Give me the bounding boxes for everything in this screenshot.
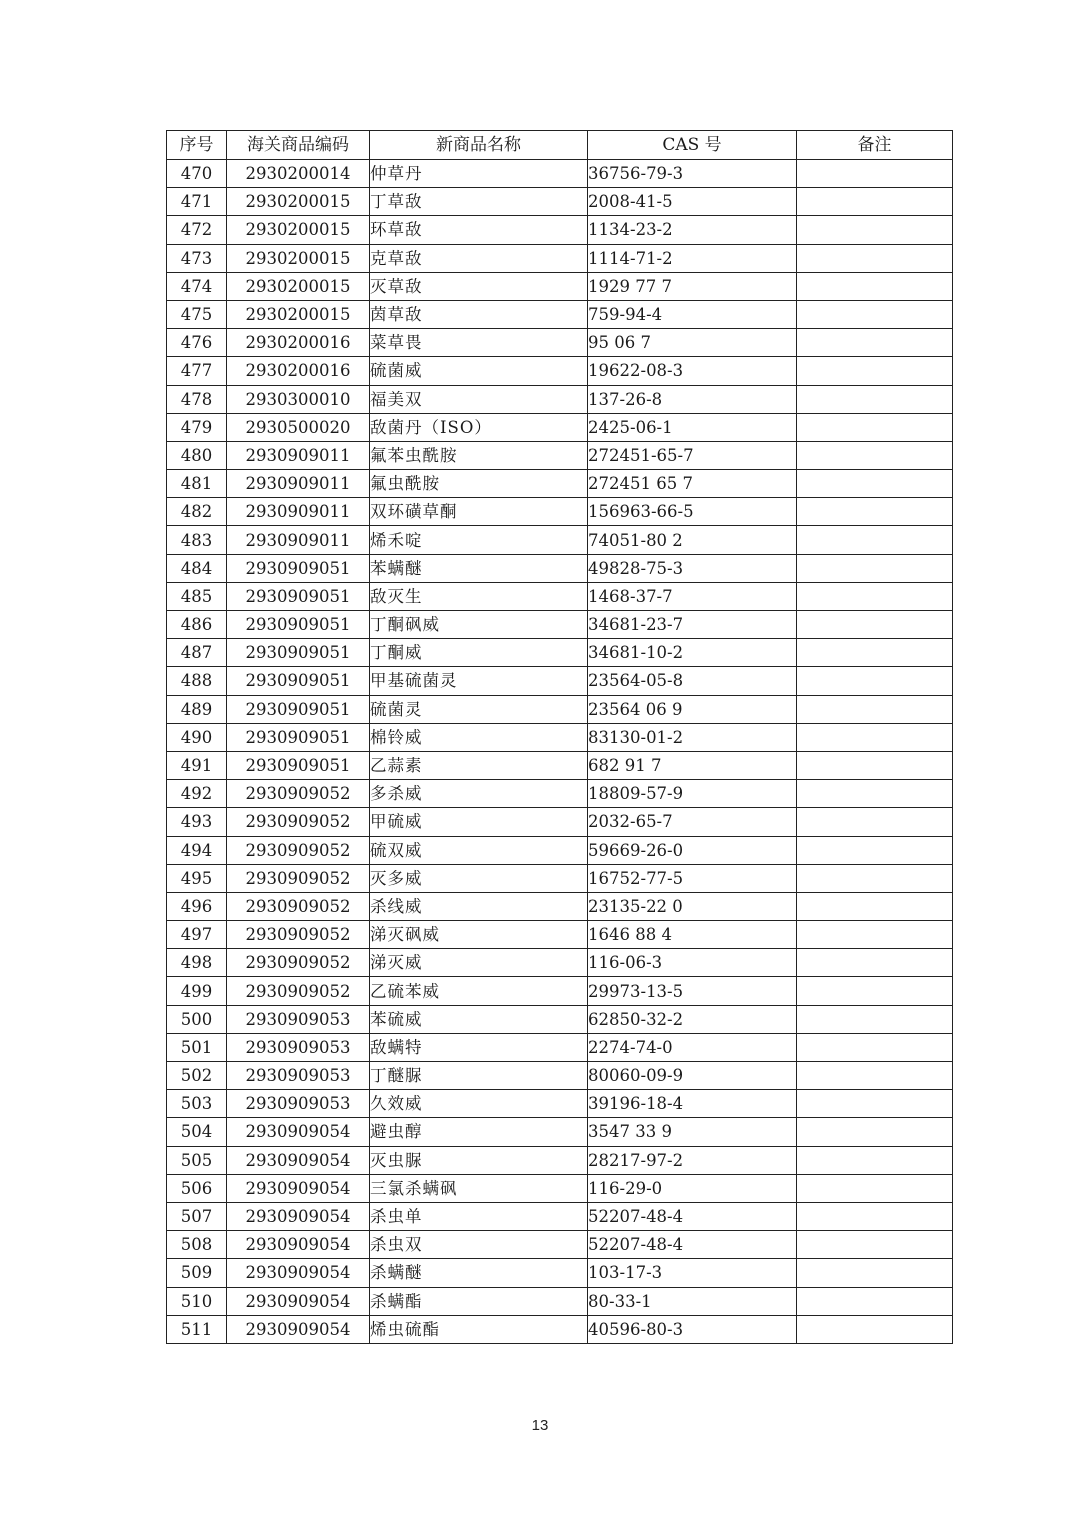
cell-customs-code: 2930909054 (227, 1146, 370, 1174)
table-row (167, 441, 953, 469)
cell-customs-code: 2930200016 (227, 357, 370, 385)
cell-serial-number: 498 (167, 949, 227, 977)
table-row (167, 300, 953, 328)
cell-serial-number: 510 (167, 1287, 227, 1315)
cell-cas-number: 28217-97-2 (588, 1146, 797, 1174)
cell-customs-code: 2930909054 (227, 1287, 370, 1315)
cell-serial-number: 504 (167, 1118, 227, 1146)
cell-product-name: 杀虫双 (370, 1231, 588, 1259)
cell-customs-code: 2930909011 (227, 470, 370, 498)
cell-customs-code: 2930909054 (227, 1174, 370, 1202)
table-row (167, 695, 953, 723)
cell-serial-number: 484 (167, 554, 227, 582)
cell-customs-code: 2930200015 (227, 188, 370, 216)
cell-cas-number: 52207-48-4 (588, 1231, 797, 1259)
cell-remarks (797, 582, 953, 610)
cell-remarks (797, 667, 953, 695)
cell-serial-number: 476 (167, 329, 227, 357)
table-row (167, 977, 953, 1005)
cell-product-name: 多杀威 (370, 780, 588, 808)
table-row (167, 160, 953, 188)
table-row (167, 1005, 953, 1033)
cell-remarks (797, 1287, 953, 1315)
cell-cas-number: 1929 77 7 (588, 272, 797, 300)
cell-product-name: 丁酮威 (370, 639, 588, 667)
cell-remarks (797, 244, 953, 272)
cell-remarks (797, 949, 953, 977)
cell-customs-code: 2930300010 (227, 385, 370, 413)
cell-customs-code: 2930200015 (227, 244, 370, 272)
cell-serial-number: 491 (167, 751, 227, 779)
cell-serial-number: 470 (167, 160, 227, 188)
cell-customs-code: 2930200014 (227, 160, 370, 188)
cell-serial-number: 487 (167, 639, 227, 667)
cell-product-name: 克草敌 (370, 244, 588, 272)
cell-serial-number: 474 (167, 272, 227, 300)
table-row (167, 329, 953, 357)
cell-customs-code: 2930909052 (227, 949, 370, 977)
cell-product-name: 硫菌威 (370, 357, 588, 385)
cell-remarks (797, 498, 953, 526)
table-row (167, 1033, 953, 1061)
cell-remarks (797, 611, 953, 639)
header-customs-code: 海关商品编码 (227, 131, 370, 160)
cell-serial-number: 473 (167, 244, 227, 272)
cell-serial-number: 479 (167, 413, 227, 441)
cell-cas-number: 49828-75-3 (588, 554, 797, 582)
cell-remarks (797, 1202, 953, 1230)
cell-customs-code: 2930909011 (227, 526, 370, 554)
table-row (167, 244, 953, 272)
cell-product-name: 氟虫酰胺 (370, 470, 588, 498)
table-row (167, 216, 953, 244)
cell-cas-number: 16752-77-5 (588, 864, 797, 892)
cell-product-name: 乙硫苯威 (370, 977, 588, 1005)
cell-serial-number: 488 (167, 667, 227, 695)
table-row (167, 667, 953, 695)
cell-remarks (797, 413, 953, 441)
cell-remarks (797, 780, 953, 808)
cell-product-name: 灭草敌 (370, 272, 588, 300)
cell-remarks (797, 216, 953, 244)
cell-serial-number: 505 (167, 1146, 227, 1174)
header-cas-number: CAS 号 (588, 131, 797, 160)
table-row (167, 385, 953, 413)
cell-remarks (797, 1090, 953, 1118)
cell-remarks (797, 695, 953, 723)
table-row (167, 780, 953, 808)
cell-customs-code: 2930909054 (227, 1259, 370, 1287)
cell-customs-code: 2930909051 (227, 639, 370, 667)
cell-serial-number: 500 (167, 1005, 227, 1033)
cell-remarks (797, 357, 953, 385)
cell-remarks (797, 329, 953, 357)
cell-customs-code: 2930500020 (227, 413, 370, 441)
table-row (167, 1062, 953, 1090)
table-row (167, 1202, 953, 1230)
cell-cas-number: 1646 88 4 (588, 921, 797, 949)
cell-remarks (797, 160, 953, 188)
table-row (167, 413, 953, 441)
cell-product-name: 杀螨醚 (370, 1259, 588, 1287)
cell-serial-number: 509 (167, 1259, 227, 1287)
cell-remarks (797, 188, 953, 216)
cell-remarks (797, 639, 953, 667)
header-row (167, 131, 953, 160)
cell-customs-code: 2930909051 (227, 611, 370, 639)
cell-serial-number: 496 (167, 892, 227, 920)
cell-cas-number: 80-33-1 (588, 1287, 797, 1315)
cell-serial-number: 495 (167, 864, 227, 892)
cell-product-name: 苯硫威 (370, 1005, 588, 1033)
cell-product-name: 灭虫脲 (370, 1146, 588, 1174)
cell-cas-number: 59669-26-0 (588, 836, 797, 864)
cell-customs-code: 2930909052 (227, 977, 370, 1005)
cell-serial-number: 506 (167, 1174, 227, 1202)
cell-product-name: 涕灭砜威 (370, 921, 588, 949)
table-row (167, 1174, 953, 1202)
table-row (167, 1231, 953, 1259)
cell-serial-number: 493 (167, 808, 227, 836)
cell-product-name: 丁酮砜威 (370, 611, 588, 639)
cell-customs-code: 2930909051 (227, 554, 370, 582)
table-row (167, 808, 953, 836)
cell-serial-number: 502 (167, 1062, 227, 1090)
cell-cas-number: 74051-80 2 (588, 526, 797, 554)
header-remarks: 备注 (797, 131, 953, 160)
cell-customs-code: 2930909011 (227, 498, 370, 526)
cell-product-name: 菜草畏 (370, 329, 588, 357)
cell-cas-number: 272451 65 7 (588, 470, 797, 498)
cell-remarks (797, 300, 953, 328)
cell-product-name: 灭多威 (370, 864, 588, 892)
cell-remarks (797, 892, 953, 920)
cell-serial-number: 471 (167, 188, 227, 216)
table-row (167, 357, 953, 385)
cell-customs-code: 2930909054 (227, 1118, 370, 1146)
cell-product-name: 硫菌灵 (370, 695, 588, 723)
cell-customs-code: 2930200016 (227, 329, 370, 357)
cell-cas-number: 23564 06 9 (588, 695, 797, 723)
cell-remarks (797, 921, 953, 949)
cell-cas-number: 95 06 7 (588, 329, 797, 357)
table-row (167, 526, 953, 554)
cell-remarks (797, 470, 953, 498)
cell-customs-code: 2930909051 (227, 695, 370, 723)
table-row (167, 498, 953, 526)
cell-customs-code: 2930909053 (227, 1062, 370, 1090)
cell-serial-number: 507 (167, 1202, 227, 1230)
table-header (167, 131, 953, 160)
cell-product-name: 茵草敌 (370, 300, 588, 328)
cell-product-name: 敌螨特 (370, 1033, 588, 1061)
table-body (167, 160, 953, 1344)
cell-customs-code: 2930200015 (227, 300, 370, 328)
cell-serial-number: 486 (167, 611, 227, 639)
cell-remarks (797, 1118, 953, 1146)
cell-product-name: 氟苯虫酰胺 (370, 441, 588, 469)
cell-remarks (797, 1231, 953, 1259)
cell-serial-number: 475 (167, 300, 227, 328)
cell-cas-number: 156963-66-5 (588, 498, 797, 526)
cell-serial-number: 485 (167, 582, 227, 610)
cell-customs-code: 2930909054 (227, 1231, 370, 1259)
cell-remarks (797, 554, 953, 582)
table-row (167, 1287, 953, 1315)
table-row (167, 611, 953, 639)
table-row (167, 639, 953, 667)
cell-customs-code: 2930909051 (227, 667, 370, 695)
table-row (167, 751, 953, 779)
cell-customs-code: 2930909051 (227, 723, 370, 751)
cell-cas-number: 1114-71-2 (588, 244, 797, 272)
table-row (167, 892, 953, 920)
cell-serial-number: 497 (167, 921, 227, 949)
cell-cas-number: 39196-18-4 (588, 1090, 797, 1118)
cell-remarks (797, 864, 953, 892)
table-row (167, 1118, 953, 1146)
cell-serial-number: 490 (167, 723, 227, 751)
cell-product-name: 双环磺草酮 (370, 498, 588, 526)
cell-cas-number: 34681-10-2 (588, 639, 797, 667)
cell-cas-number: 19622-08-3 (588, 357, 797, 385)
cell-product-name: 杀螨酯 (370, 1287, 588, 1315)
cell-cas-number: 2274-74-0 (588, 1033, 797, 1061)
cell-remarks (797, 1315, 953, 1343)
cell-remarks (797, 441, 953, 469)
cell-product-name: 丁草敌 (370, 188, 588, 216)
cell-customs-code: 2930909052 (227, 921, 370, 949)
cell-product-name: 久效威 (370, 1090, 588, 1118)
cell-cas-number: 18809-57-9 (588, 780, 797, 808)
product-catalog-table (166, 130, 953, 1344)
cell-customs-code: 2930200015 (227, 272, 370, 300)
cell-serial-number: 477 (167, 357, 227, 385)
table-row (167, 582, 953, 610)
cell-serial-number: 499 (167, 977, 227, 1005)
cell-cas-number: 2425-06-1 (588, 413, 797, 441)
cell-remarks (797, 1033, 953, 1061)
table-row (167, 188, 953, 216)
cell-remarks (797, 272, 953, 300)
cell-customs-code: 2930909053 (227, 1090, 370, 1118)
cell-cas-number: 29973-13-5 (588, 977, 797, 1005)
table-row (167, 836, 953, 864)
cell-serial-number: 503 (167, 1090, 227, 1118)
cell-cas-number: 759-94-4 (588, 300, 797, 328)
cell-remarks (797, 1174, 953, 1202)
cell-product-name: 丁醚脲 (370, 1062, 588, 1090)
cell-product-name: 乙蒜素 (370, 751, 588, 779)
cell-cas-number: 23564-05-8 (588, 667, 797, 695)
page-number: 13 (531, 1417, 549, 1434)
cell-cas-number: 116-06-3 (588, 949, 797, 977)
table-row (167, 723, 953, 751)
cell-customs-code: 2930909054 (227, 1315, 370, 1343)
cell-product-name: 棉铃威 (370, 723, 588, 751)
cell-customs-code: 2930909052 (227, 836, 370, 864)
cell-serial-number: 511 (167, 1315, 227, 1343)
header-product-name: 新商品名称 (370, 131, 588, 160)
cell-cas-number: 36756-79-3 (588, 160, 797, 188)
cell-product-name: 甲硫威 (370, 808, 588, 836)
cell-cas-number: 62850-32-2 (588, 1005, 797, 1033)
cell-remarks (797, 977, 953, 1005)
table-row (167, 1090, 953, 1118)
cell-product-name: 杀线威 (370, 892, 588, 920)
cell-customs-code: 2930909053 (227, 1033, 370, 1061)
table-row (167, 921, 953, 949)
cell-customs-code: 2930909052 (227, 864, 370, 892)
table-row (167, 554, 953, 582)
cell-serial-number: 480 (167, 441, 227, 469)
cell-customs-code: 2930909051 (227, 751, 370, 779)
cell-product-name: 敌灭生 (370, 582, 588, 610)
cell-product-name: 苯螨醚 (370, 554, 588, 582)
cell-cas-number: 80060-09-9 (588, 1062, 797, 1090)
cell-serial-number: 501 (167, 1033, 227, 1061)
cell-customs-code: 2930909054 (227, 1202, 370, 1230)
cell-cas-number: 272451-65-7 (588, 441, 797, 469)
cell-cas-number: 3547 33 9 (588, 1118, 797, 1146)
cell-serial-number: 481 (167, 470, 227, 498)
cell-product-name: 烯虫硫酯 (370, 1315, 588, 1343)
cell-cas-number: 103-17-3 (588, 1259, 797, 1287)
table-row (167, 470, 953, 498)
cell-remarks (797, 1005, 953, 1033)
cell-product-name: 敌菌丹（ISO） (370, 413, 588, 441)
cell-serial-number: 494 (167, 836, 227, 864)
cell-customs-code: 2930909051 (227, 582, 370, 610)
cell-product-name: 三氯杀螨砜 (370, 1174, 588, 1202)
cell-serial-number: 492 (167, 780, 227, 808)
cell-product-name: 避虫醇 (370, 1118, 588, 1146)
cell-product-name: 硫双威 (370, 836, 588, 864)
table-row (167, 1146, 953, 1174)
table-row (167, 864, 953, 892)
cell-product-name: 杀虫单 (370, 1202, 588, 1230)
cell-product-name: 仲草丹 (370, 160, 588, 188)
cell-serial-number: 472 (167, 216, 227, 244)
cell-cas-number: 116-29-0 (588, 1174, 797, 1202)
cell-product-name: 环草敌 (370, 216, 588, 244)
cell-customs-code: 2930200015 (227, 216, 370, 244)
cell-customs-code: 2930909011 (227, 441, 370, 469)
cell-customs-code: 2930909052 (227, 892, 370, 920)
cell-remarks (797, 385, 953, 413)
cell-cas-number: 83130-01-2 (588, 723, 797, 751)
cell-cas-number: 137-26-8 (588, 385, 797, 413)
cell-customs-code: 2930909053 (227, 1005, 370, 1033)
cell-cas-number: 23135-22 0 (588, 892, 797, 920)
cell-customs-code: 2930909052 (227, 780, 370, 808)
cell-remarks (797, 751, 953, 779)
cell-product-name: 福美双 (370, 385, 588, 413)
cell-product-name: 涕灭威 (370, 949, 588, 977)
cell-serial-number: 508 (167, 1231, 227, 1259)
table-row (167, 949, 953, 977)
cell-cas-number: 40596-80-3 (588, 1315, 797, 1343)
cell-remarks (797, 1146, 953, 1174)
cell-serial-number: 489 (167, 695, 227, 723)
cell-cas-number: 2032-65-7 (588, 808, 797, 836)
cell-cas-number: 1134-23-2 (588, 216, 797, 244)
cell-cas-number: 52207-48-4 (588, 1202, 797, 1230)
cell-serial-number: 478 (167, 385, 227, 413)
cell-serial-number: 482 (167, 498, 227, 526)
table-row (167, 272, 953, 300)
cell-cas-number: 682 91 7 (588, 751, 797, 779)
cell-customs-code: 2930909052 (227, 808, 370, 836)
table-row (167, 1315, 953, 1343)
cell-product-name: 甲基硫菌灵 (370, 667, 588, 695)
cell-remarks (797, 526, 953, 554)
cell-cas-number: 34681-23-7 (588, 611, 797, 639)
cell-remarks (797, 1259, 953, 1287)
cell-cas-number: 1468-37-7 (588, 582, 797, 610)
cell-serial-number: 483 (167, 526, 227, 554)
cell-remarks (797, 723, 953, 751)
cell-remarks (797, 836, 953, 864)
table-row (167, 1259, 953, 1287)
cell-remarks (797, 808, 953, 836)
cell-cas-number: 2008-41-5 (588, 188, 797, 216)
header-serial-number: 序号 (167, 131, 227, 160)
cell-remarks (797, 1062, 953, 1090)
cell-product-name: 烯禾啶 (370, 526, 588, 554)
